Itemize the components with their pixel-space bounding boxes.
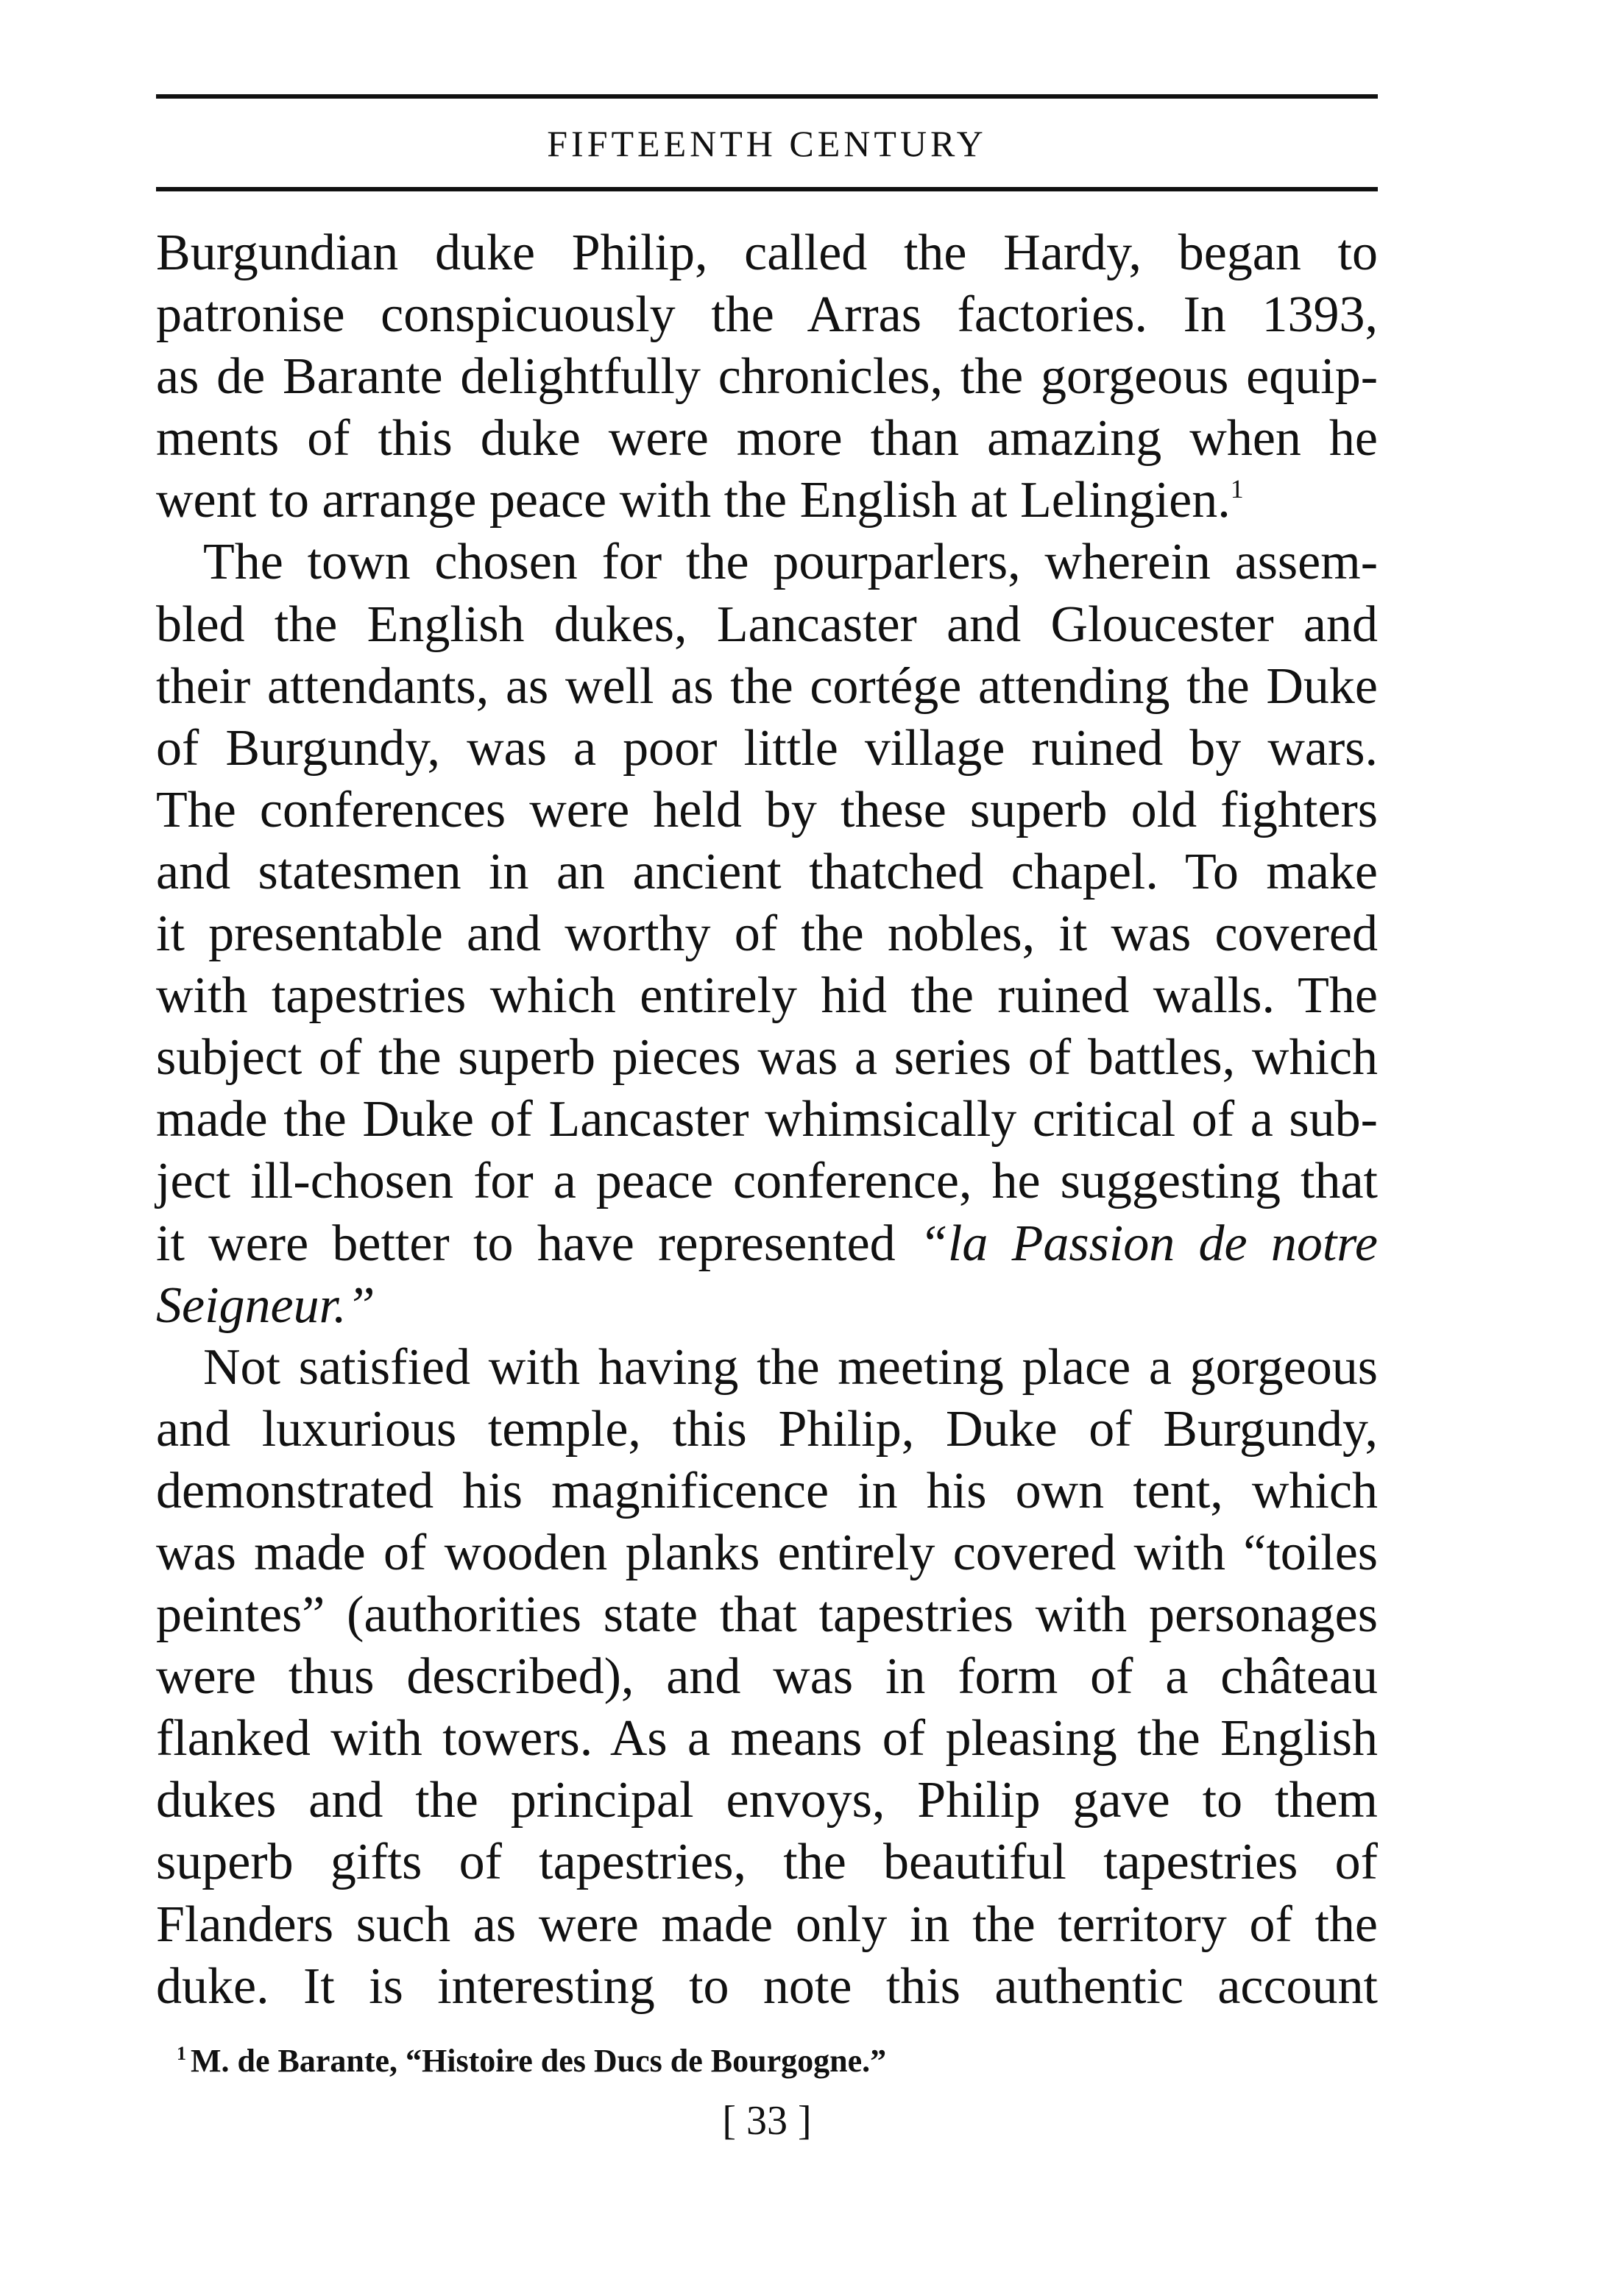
- text-line: [156, 903, 1378, 965]
- text-line: [156, 1831, 1378, 1893]
- line-text: went to arrange peace with the English at Lelingien.: [156, 472, 1231, 529]
- line-text: it presentable and worthy of the nobles, it was covered: [156, 905, 1378, 963]
- line-text: peintes” (authorities state that tapestries with personages: [156, 1586, 1378, 1644]
- header-rule-bottom: [156, 187, 1378, 191]
- line-text: duke. It is interesting to note this authentic account: [156, 1957, 1378, 2015]
- footnote: [177, 2041, 886, 2086]
- line-text: ments of this duke were more than amazing when he: [156, 410, 1378, 467]
- line-text: with tapestries which entirely hid the ruined walls. The: [156, 967, 1378, 1025]
- line-text: patronise conspicuously the Arras factories. In 1393,: [156, 286, 1378, 344]
- text-line: [156, 470, 1378, 531]
- line-text: it were better to have represented: [156, 1215, 919, 1272]
- italic-text: Seigneur.”: [156, 1276, 375, 1334]
- text-line: [156, 1522, 1378, 1584]
- line-text: their attendants, as well as the cortége attending the Duke: [156, 657, 1378, 715]
- text-line: [156, 1708, 1378, 1770]
- text-line: [156, 222, 1378, 284]
- text-line: [156, 594, 1378, 656]
- text-line: [156, 656, 1378, 718]
- text-line: [156, 284, 1378, 346]
- text-line: [156, 1956, 1378, 2018]
- header-rule-top: [156, 94, 1378, 99]
- text-line: [156, 1460, 1378, 1522]
- text-line: [156, 841, 1378, 903]
- text-line: [156, 1399, 1378, 1460]
- line-text: superb gifts of tapestries, the beautiful tapestries of: [156, 1834, 1378, 1891]
- text-line: [156, 1770, 1378, 1831]
- line-text: demonstrated his magnificence in his own tent, which: [156, 1462, 1378, 1519]
- line-text: ject ill-chosen for a peace conference, he suggesting that: [156, 1153, 1378, 1210]
- line-text: was made of wooden planks entirely covered with “toiles: [156, 1524, 1378, 1581]
- body-text: [156, 222, 1378, 2018]
- page-number: [ 33 ]: [722, 2098, 812, 2144]
- text-line: [156, 531, 1378, 593]
- line-text: and luxurious temple, this Philip, Duke of Burgundy,: [156, 1400, 1378, 1458]
- line-text: Flanders such as were made only in the territory of the: [156, 1896, 1378, 1953]
- line-text: made the Duke of Lancaster whimsically critical of a sub-: [156, 1091, 1378, 1148]
- text-line: [156, 780, 1378, 841]
- text-line: [156, 1151, 1378, 1212]
- line-text: flanked with towers. As a means of pleasing the English: [156, 1710, 1378, 1767]
- text-line: [156, 1337, 1378, 1399]
- running-head: FIFTEENTH CENTURY: [547, 123, 987, 164]
- line-text: and statesmen in an ancient thatched chapel. To make: [156, 843, 1378, 900]
- text-line: [156, 965, 1378, 1027]
- line-text: The town chosen for the pourparlers, wherein assem-: [203, 534, 1378, 591]
- line-text: as de Barante delightfully chronicles, the gorgeous equip-: [156, 348, 1378, 406]
- footnote-marker: 1: [177, 2043, 186, 2064]
- text-line: [156, 1275, 1378, 1337]
- text-line: [156, 408, 1378, 470]
- text-line: [156, 1894, 1378, 1956]
- line-text: of Burgundy, was a poor little village ruined by wars.: [156, 719, 1378, 777]
- text-line: [156, 718, 1378, 780]
- line-text: subject of the superb pieces was a series of battles, which: [156, 1029, 1378, 1087]
- footnote-reference: 1: [1230, 474, 1244, 504]
- text-line: [156, 1089, 1378, 1151]
- line-text: Burgundian duke Philip, called the Hardy, began to: [156, 225, 1378, 281]
- text-line: [156, 1584, 1378, 1646]
- line-text: dukes and the principal envoys, Philip gave to them: [156, 1772, 1378, 1829]
- footnote-text: M. de Barante, “Histoire des Ducs de Bourgogne.”: [191, 2043, 887, 2079]
- italic-text: “la Passion de notre: [919, 1215, 1378, 1272]
- text-line: [156, 1027, 1378, 1089]
- text-line: [156, 1213, 1378, 1275]
- line-text: were thus described), and was in form of a château: [156, 1648, 1378, 1706]
- text-line: [156, 346, 1378, 408]
- line-text: bled the English dukes, Lancaster and Gloucester and: [156, 596, 1378, 653]
- line-text: Not satisfied with having the meeting place a gorgeous: [203, 1338, 1378, 1396]
- text-line: [156, 1646, 1378, 1708]
- line-text: The conferences were held by these superb old fighters: [156, 781, 1378, 838]
